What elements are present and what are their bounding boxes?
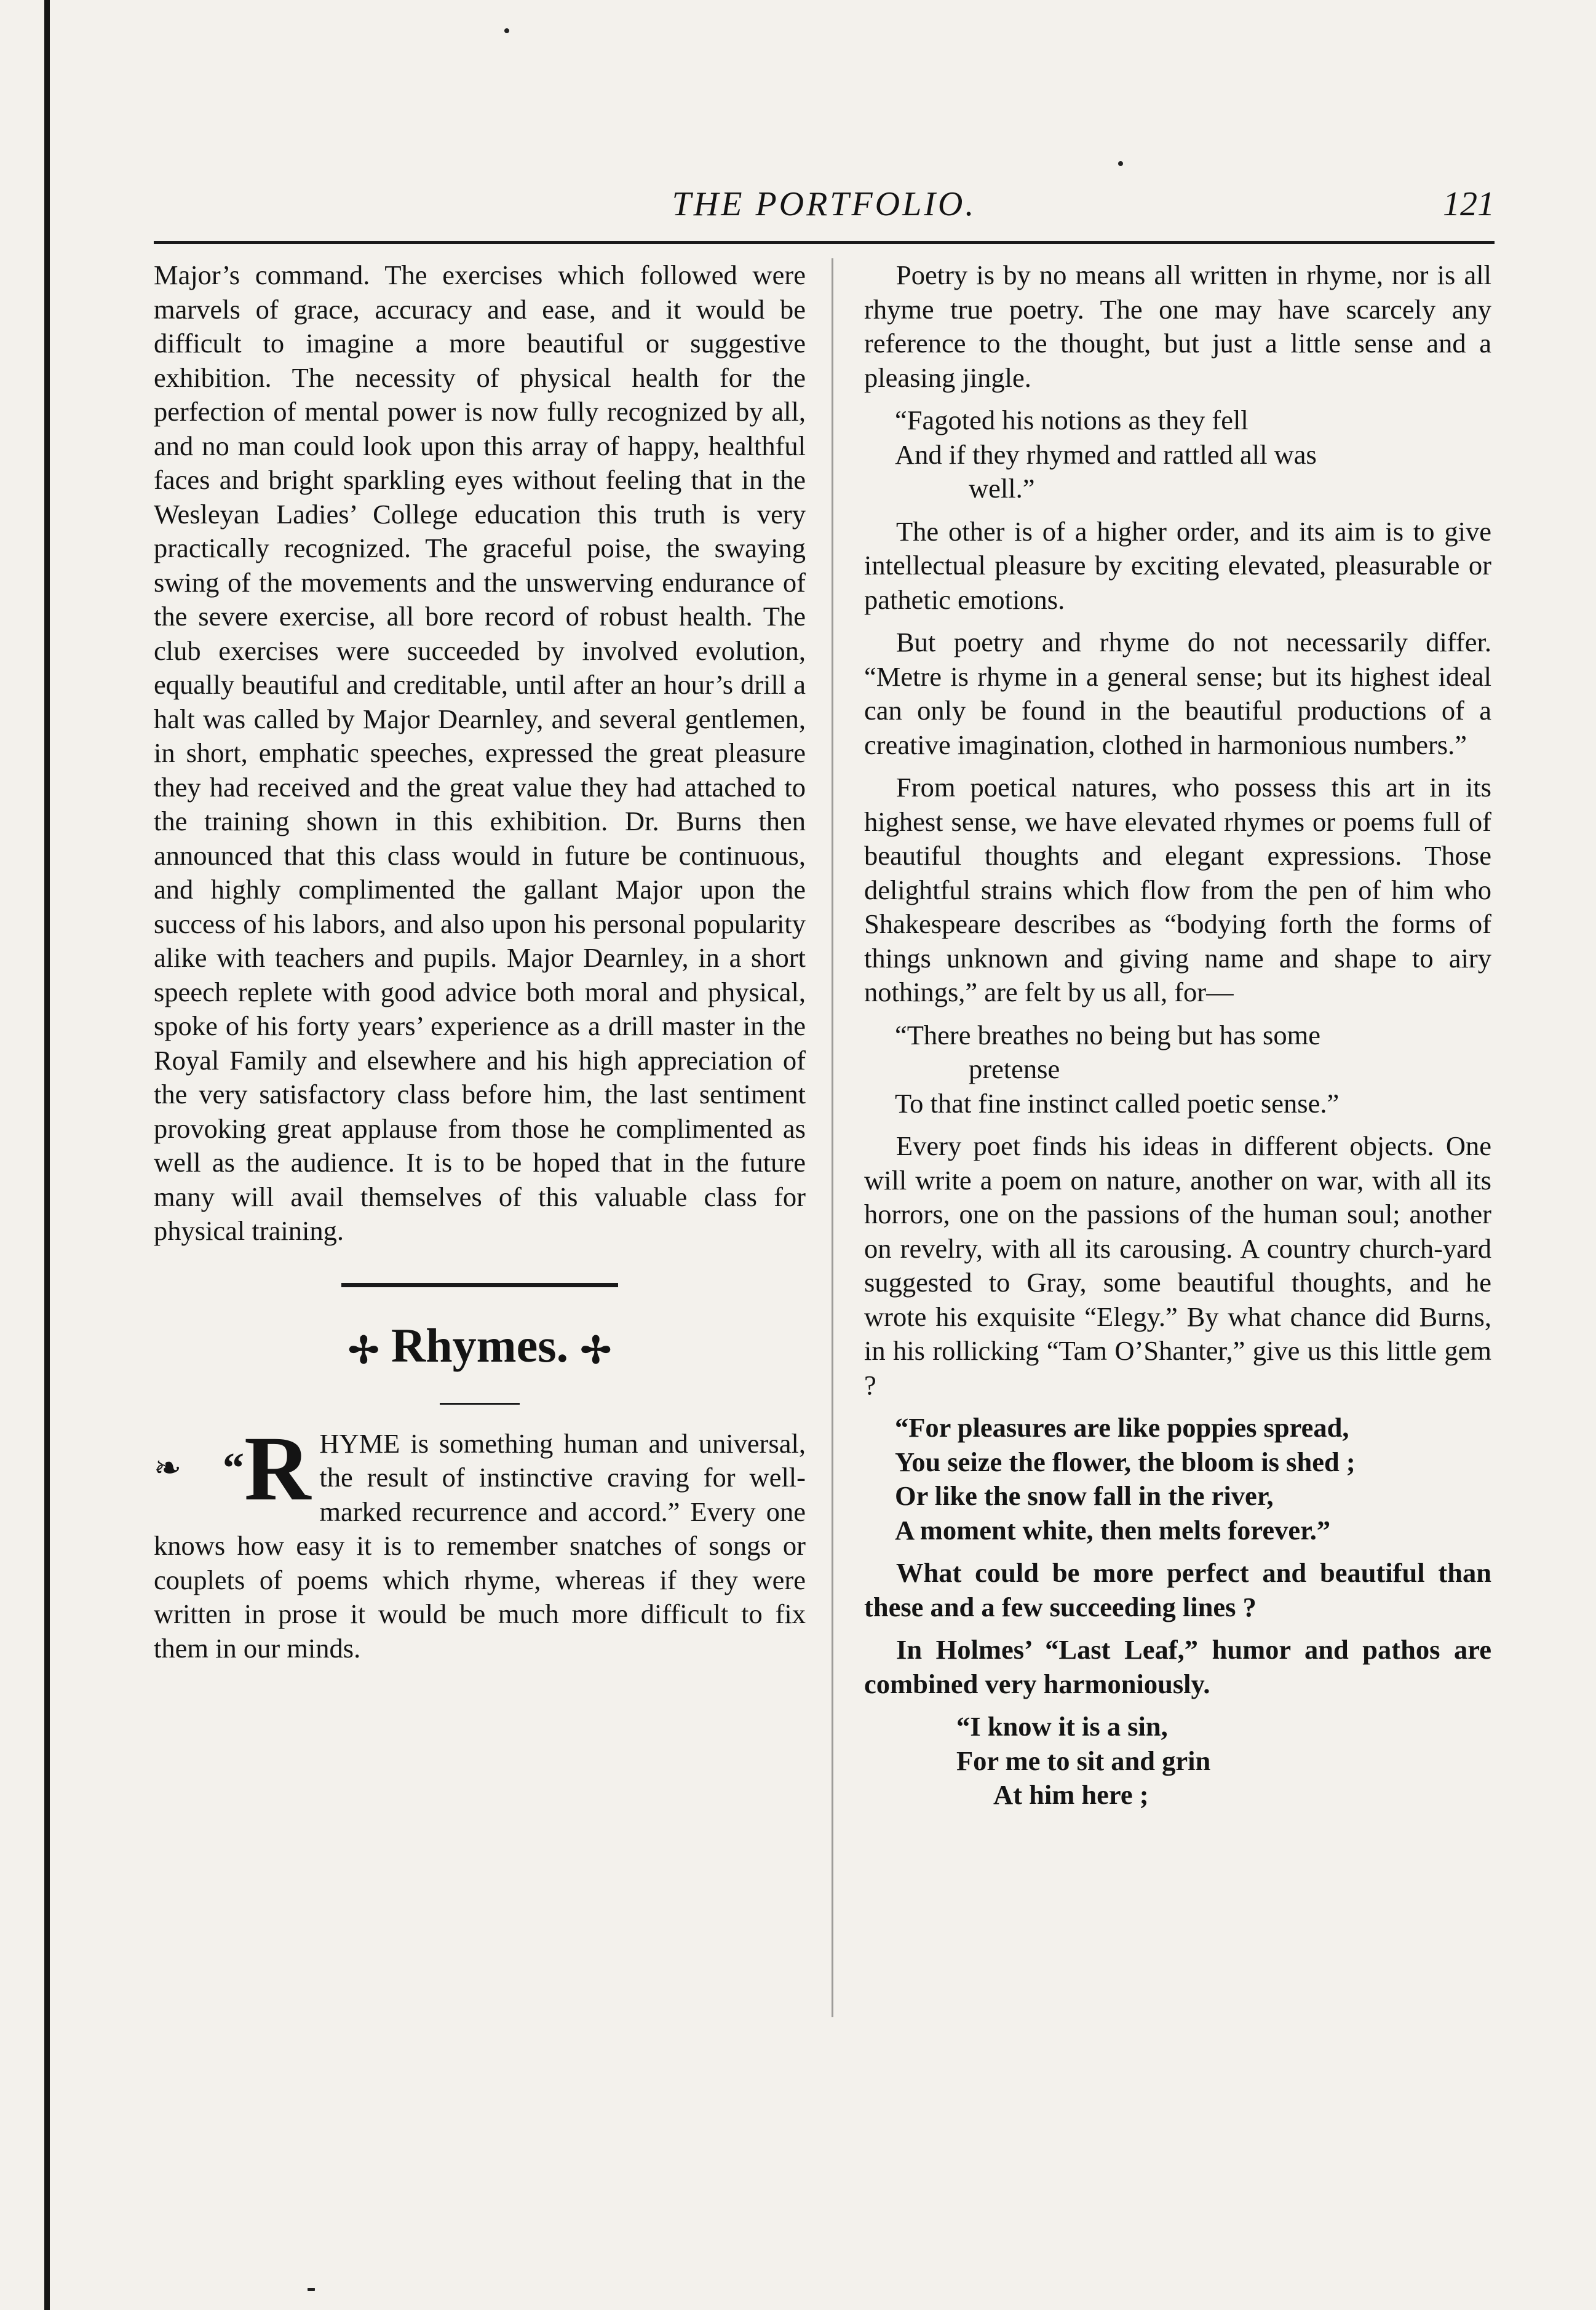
section-heading <box>154 1318 806 1378</box>
section-rule <box>341 1283 618 1287</box>
quotation-line: For me to sit and grin <box>956 1745 1211 1776</box>
journal-title: THE PORTFOLIO. <box>672 185 977 223</box>
ornament-icon: ✢ <box>580 1330 611 1371</box>
rhymes-paragraph: HYME is something human and universal, the result of instinctive craving for well-marked recurrence and accord.” Every one knows how easy it is to remember snatches of songs or couplets of poems which rhyme, whereas if they were written in prose it would be much more difficult to fix them in our minds. <box>154 1427 806 1664</box>
speck <box>504 28 509 33</box>
quotation <box>956 1710 1491 1812</box>
fleuron-icon: ❧ <box>154 1449 182 1486</box>
quotation <box>895 403 1491 506</box>
quotation-line: “I know it is a sin, <box>956 1711 1168 1742</box>
quotation-line: well.” <box>969 473 1035 504</box>
heading-underline <box>440 1403 520 1405</box>
right-column <box>864 258 1491 1821</box>
article-paragraph: From poetical natures, who possess this art in its highest sense, we have elevated rhymes or poems full of beautiful thoughts and elegant expressions. Those delightful strains which flow from the pen of him who Shakespeare describes as “bodying forth the forms of things unknown and giving name and shape to airy nothings,” are felt by us all, for— <box>864 772 1491 1007</box>
opening-quote: “ <box>223 1444 244 1492</box>
quotation-line: “Fagoted his notions as they fell <box>895 405 1249 435</box>
page-spine-edge <box>44 0 50 2310</box>
ornament-icon: ✢ <box>348 1330 379 1371</box>
quotation-line: A moment white, then melts forever.” <box>895 1514 1331 1546</box>
quotation-line: pretense <box>969 1054 1060 1084</box>
drop-cap-letter: R <box>244 1417 311 1520</box>
quotation <box>895 1018 1491 1121</box>
article-paragraph: But poetry and rhyme do not necessarily differ. “Metre is rhyme in a general sense; but its highest ideal can only be found in the beautiful productions of a creative imagination, clothed in harmonious numbers.” <box>864 627 1491 760</box>
quotation-line: You seize the flower, the bloom is shed ; <box>895 1446 1356 1477</box>
quotation-line: To that fine instinct called poetic sense.” <box>895 1087 1340 1119</box>
quotation-line: “For pleasures are like poppies spread, <box>895 1412 1349 1443</box>
article-paragraph: The other is of a higher order, and its aim is to give intellectual pleasure by exciting elevated, pleasurable or pathetic emotions. <box>864 515 1491 615</box>
heading-text: Rhymes. <box>391 1318 569 1372</box>
article-paragraph: Poetry is by no means all written in rhyme, nor is all rhyme true poetry. The one may have scarcely any reference to the thought, but just a little sense and a pleasing jingle. <box>864 260 1491 393</box>
quotation-line: “There breathes no being but has some <box>895 1019 1320 1050</box>
quotation-line: And if they rhymed and rattled all was <box>895 439 1317 470</box>
header-rule <box>154 241 1495 244</box>
left-column <box>154 258 806 1674</box>
article-paragraph: Every poet finds his ideas in different objects. One will write a poem on nature, another on war, with all its horrors, one on the passions of the human soul; another on revelry, with all its carousing. A country church-yard suggested to Gray, some beautiful thoughts, and he wrote his exquisite “Elegy.” By what chance did Burns, in his rollicking “Tam O’Shanter,” give us this little gem ? <box>864 1130 1491 1400</box>
rhymes-intro <box>154 1417 806 1666</box>
article-paragraph: Major’s command. The exercises which followed were marvels of grace, accuracy and ease, and it would be difficult to imagine a more beautiful or suggestive exhibition. The necessity of physical health for the perfection of mental power is now fully recognized by all, and no man could look upon this array of happy, healthful faces and bright sparkling eyes without feeling that in the Wesleyan Ladies’ College education this truth is very practically recognized. The graceful poise, the swaying swing of the movements and the unswerving endurance of the severe exercise, all bore record of robust health. The club exercises were succeeded by involved evolution, equally beautiful and creditable, until after an hour’s drill a halt was called by Major Dearnley, and several gentlemen, in short, emphatic speeches, expressed the great pleasure they had received and the great value they had attached to the training shown in this exhibition. Dr. Burns then announced that this class would in future be continuous, and highly complimented the gallant Major upon the success of his labors, and also upon his personal popularity alike with teachers and pupils. Major Dearnley, in a short speech replete with good advice both moral and physical, spoke of his forty years’ experience as a drill master in the Royal Family and elsewhere and his high appreciation of the very satisfactory class before him, the last sentiment provoking great applause from those he complimented as well as the audience. It is to be hoped that in the future many will avail themselves of this valuable class for physical training. <box>154 260 806 1246</box>
article-paragraph: In Holmes’ “Last Leaf,” humor and pathos are combined very harmoniously. <box>864 1634 1491 1699</box>
quotation-line: Or like the snow fall in the river, <box>895 1480 1274 1511</box>
speck <box>308 2288 315 2291</box>
quotation <box>895 1411 1491 1547</box>
page-number: 121 <box>1443 185 1495 223</box>
column-divider <box>832 258 833 2017</box>
running-header <box>154 185 1495 234</box>
quotation-line: At him here ; <box>993 1779 1149 1810</box>
drop-cap <box>223 1417 311 1520</box>
article-paragraph: What could be more perfect and beautiful than these and a few succeeding lines ? <box>864 1557 1491 1622</box>
speck <box>1118 161 1123 166</box>
